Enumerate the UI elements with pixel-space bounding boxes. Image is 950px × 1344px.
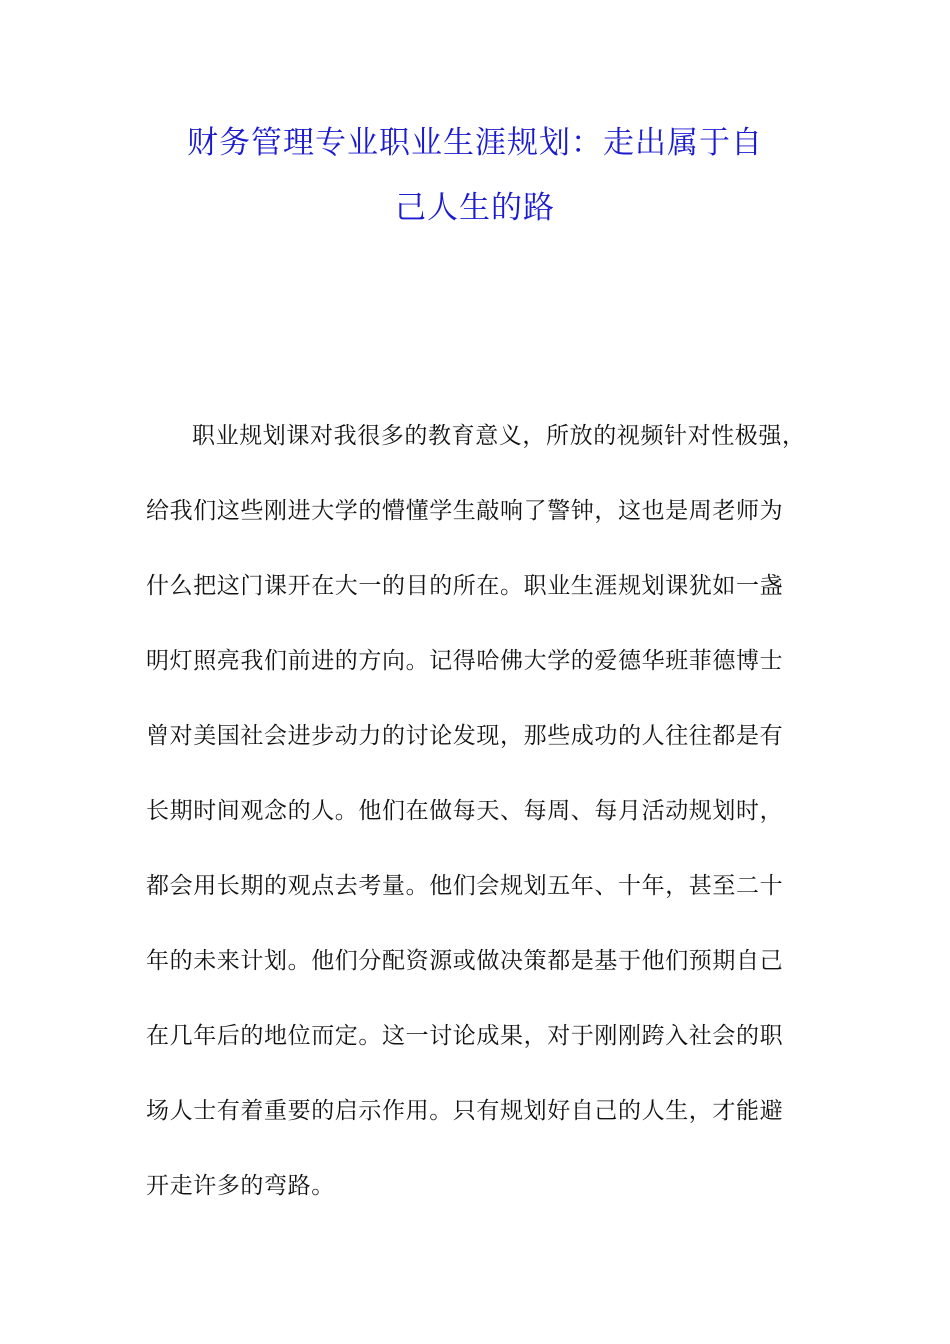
- title-line-1: 财务管理专业职业生涯规划：走出属于自: [187, 125, 763, 161]
- body-line-1: 职业规划课对我很多的教育意义，所放的视频针对性极强，: [192, 423, 806, 449]
- body-line-10: 场人士有着重要的启示作用。只有规划好自己的人生，才能避: [146, 1098, 784, 1124]
- body-line-8: 年的未来计划。他们分配资源或做决策都是基于他们预期自己: [146, 948, 784, 974]
- body-line-11: 开走许多的弯路。: [146, 1173, 335, 1199]
- body-paragraph: [146, 414, 826, 1239]
- title-line-2: 己人生的路: [395, 190, 555, 226]
- document-title: [0, 125, 950, 226]
- body-line-7: 都会用长期的观点去考量。他们会规划五年、十年，甚至二十: [146, 873, 784, 899]
- body-line-5: 曾对美国社会进步动力的讨论发现，那些成功的人往往都是有: [146, 723, 784, 749]
- body-line-3: 什么把这门课开在大一的目的所在。职业生涯规划课犹如一盏: [146, 573, 784, 599]
- body-line-2: 给我们这些刚进大学的懵懂学生敲响了警钟，这也是周老师为: [146, 498, 784, 524]
- body-line-4: 明灯照亮我们前进的方向。记得哈佛大学的爱德华班菲德博士: [146, 648, 784, 674]
- body-line-9: 在几年后的地位而定。这一讨论成果，对于刚刚跨入社会的职: [146, 1023, 784, 1049]
- body-line-6: 长期时间观念的人。他们在做每天、每周、每月活动规划时，: [146, 798, 784, 824]
